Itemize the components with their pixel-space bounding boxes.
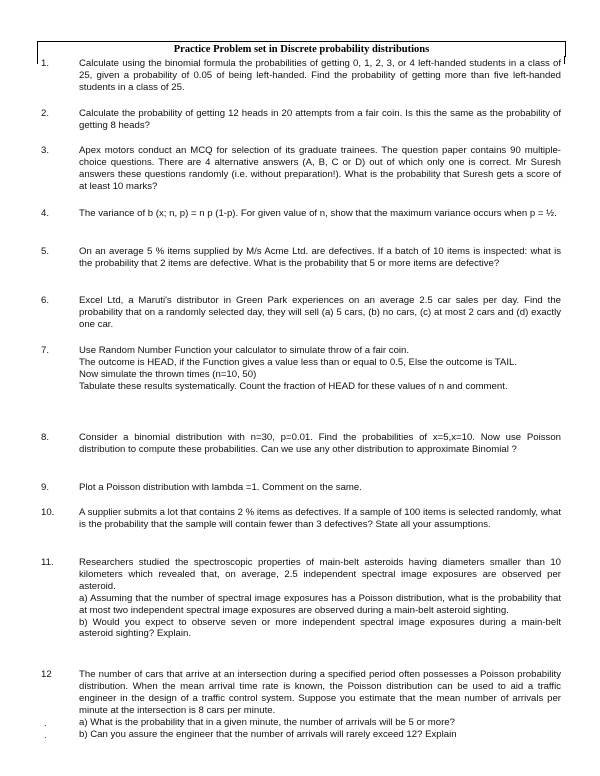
question-text <box>79 345 561 393</box>
question-line: Researchers studied the spectroscopic properties of main-belt asteroids having diameters smaller than 10 kilometers which revealed that, on average, 2.5 independent spectral image exposures are observed per asteroid. <box>79 557 561 592</box>
question-line: Use Random Number Function your calculator to simulate throw of a fair coin. <box>79 345 410 356</box>
question-text: Apex motors conduct an MCQ for selection of its graduate trainees. The question paper contains 90 multiple-choice questions. There are 4 alternative answers (A, B, C or D) out of which only one is correct. Mr Suresh answers these questions randomly (i.e. without preparation!). What is the probability that Suresh gets a score of at least 10 marks? <box>79 145 561 192</box>
question-text: A supplier submits a lot that contains 2 % items as defectives. If a sample of 100 items is selected randomly, what is the probability that the sample will contain fewer than 3 defectives? State all your assumptions. <box>79 507 561 530</box>
question-line: Now simulate the thrown times (n=10, 50) <box>79 368 257 380</box>
title-box <box>37 41 566 57</box>
question-line: a) Assuming that the number of spectral image exposures has a Poisson distribution, what is the probability that at most two independent spectral image exposures are observed during a main-belt asteroid sighting. <box>79 592 561 616</box>
question-line: The number of cars that arrive at an intersection during a specified period often possesses a Poisson probability distribution. When the mean arrival time rate is known, the Poisson distribution can be used to aid a traffic engineer in the design of a traffic control system. Suppose you estimate that the mean number of arrivals per minute at the intersection is 8 cars per minute. <box>79 669 561 716</box>
left-rule <box>37 56 38 64</box>
bullet-marker: . <box>44 730 47 741</box>
question-number: 10. <box>41 507 55 518</box>
question-text: On an average 5 % items supplied by M/s Acme Ltd. are defectives. If a batch of 10 items is inspected: what is the probability that 2 items are defective. What is the probability that 5 or more items are defective? <box>79 246 561 269</box>
question-number: 5. <box>41 246 50 257</box>
question-line: b) Can you assure the engineer that the number of arrivals will rarely exceed 12? Explain <box>79 728 457 740</box>
page-title: Practice Problem set in Discrete probability distributions <box>173 44 430 55</box>
question-number: 1. <box>41 58 50 69</box>
question-line: b) Would you expect to observe seven or more independent spectral image exposures during a main-belt asteroid sighting? Explain. <box>79 616 561 640</box>
question-text: Plot a Poisson distribution with lambda =1. Comment on the same. <box>79 482 362 493</box>
bullet-marker: . <box>44 718 47 729</box>
question-text: Calculate using the binomial formula the probabilities of getting 0, 1, 2, 3, or 4 left-handed students in a class of 25, given a probability of 0.05 of being left-handed. Find the probability of getting more than five left-handed students in a class of 25. <box>79 58 561 93</box>
question-number: 7. <box>41 345 50 356</box>
question-number: 2. <box>41 108 50 119</box>
question-line: The outcome is HEAD, if the Function gives a value less than or equal to 0.5, Else the outcome is TAIL. <box>79 356 517 368</box>
question-number: 11. <box>41 557 54 568</box>
question-text <box>79 557 561 640</box>
question-line: a) What is the probability that in a given minute, the number of arrivals will be 5 or more? <box>79 716 455 728</box>
question-number: 8. <box>41 432 50 443</box>
question-number: 12 <box>41 669 52 680</box>
question-number: 4. <box>41 208 50 219</box>
question-text: The variance of b (x; n, p) = n p (1-p). For given value of n, show that the maximum variance occurs when p = ½. <box>79 208 557 219</box>
right-rule <box>564 56 565 64</box>
question-text <box>79 669 561 740</box>
question-text: Calculate the probability of getting 12 heads in 20 attempts from a fair coin. Is this the same as the probability of getting 8 heads? <box>79 108 561 131</box>
question-number: 9. <box>41 482 50 493</box>
question-text: Consider a binomial distribution with n=30, p=0.01. Find the probabilities of x=5,x=10. Now use Poisson distribution to compute these probabilities. Can we use any other distribution to approximate Binomial ? <box>79 432 561 455</box>
question-line: Tabulate these results systematically. Count the fraction of HEAD for these values of n and comment. <box>79 380 508 392</box>
question-text: Excel Ltd, a Maruti's distributor in Green Park experiences on an average 2.5 car sales per day. Find the probability that on a randomly selected day, they will sell (a) 5 cars, (b) no cars, (c) at most 2 cars and (d) exactly one car. <box>79 295 561 330</box>
question-number: 6. <box>41 295 50 306</box>
question-number: 3. <box>41 145 50 156</box>
